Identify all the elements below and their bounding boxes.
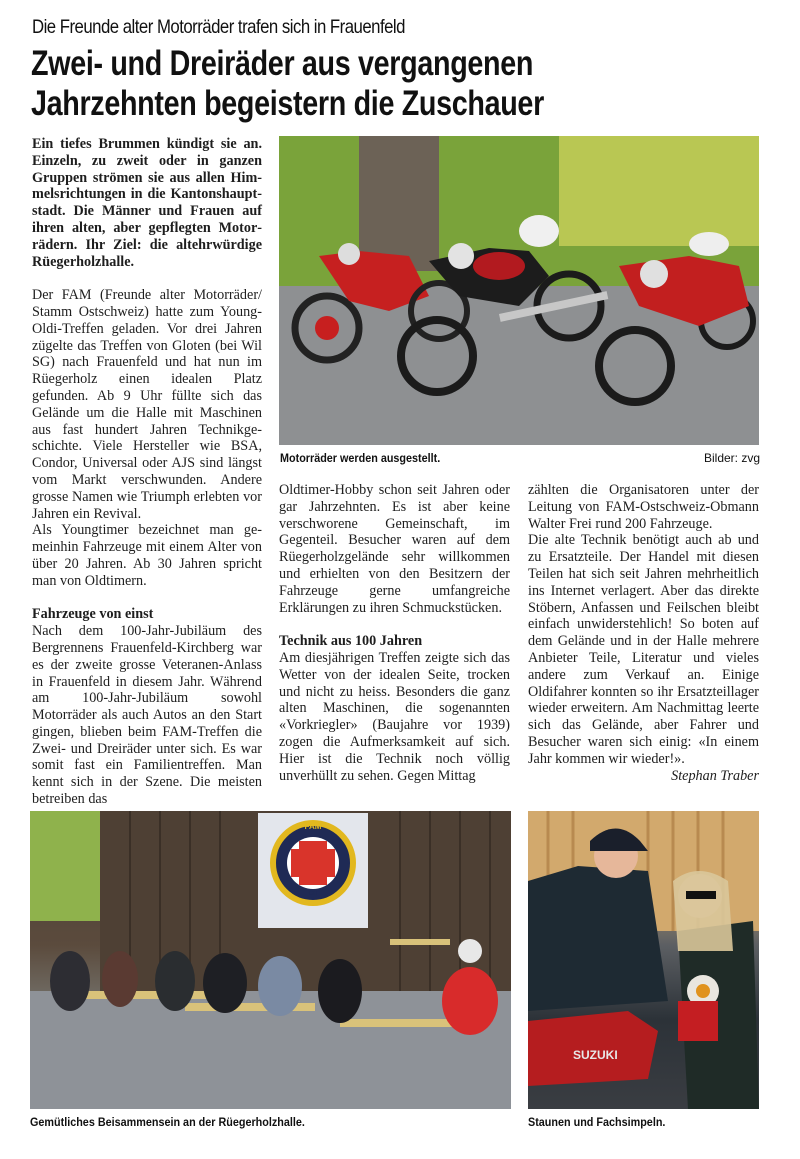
photo-motorcycles: [279, 136, 759, 445]
sunlit-foliage: [559, 136, 759, 246]
photo-caption-motorcycles: Motorräder werden ausgestellt.: [280, 451, 441, 465]
paragraph: Der FAM (Freunde alter Motorräder/ Stamm Ostschweiz) hatte zum Young-Oldi-Treffen geladen. Vor drei Jahren zügelte das Treffen von Gloten (bei Wil SG) nach Frauenfeld und hat nun im Rüegerholz einen idealen Platz gefunden. Ab 9 Uhr füllte sich das Gelände um die Halle mit Maschinen aus fast hundert Jahren Technikgeschichte. Viele Hersteller wie BSA, Condor, Universal oder AJS sind längst vom Markt verschwunden. Andere grosse Namen wie Triumph erlebten vor Jahren ein Revival.: [32, 287, 262, 522]
photo-caption-gathering: Gemütliches Beisammensein an der Rüegerholzhalle.: [30, 1115, 305, 1129]
article-author: Stephan Traber: [671, 767, 759, 784]
paragraph: Als Youngtimer bezeichnet man gemeinhin Fahrzeuge mit einem Alter von über 20 Jahren. Ab 30 Jahren spricht man von Oldtimern.: [32, 522, 262, 589]
article-column-1: [32, 136, 262, 808]
paragraph: Oldtimer-Hobby schon seit Jahren oder gar Jahrzehnten. Es ist aber keine verschworene Gemeinschaft, im Gegenteil. Besucher waren auf dem Rüegerholzgelände sehr willkommen und erhielten von den Besitzern der Fahrzeuge gerne umfangreiche Erklärungen zu ihren Schmuckstücken.: [279, 482, 510, 616]
headline-line-1: Zwei- und Dreiräder aus vergangenen: [31, 44, 534, 83]
subheading: Fahrzeuge von einst: [32, 606, 154, 623]
article-column-2: [279, 482, 510, 784]
article-kicker: Die Freunde alter Motorräder trafen sich in Frauenfeld: [32, 16, 405, 38]
paragraph-text: Die alte Technik benötigt auch ab und zu Ersatzteile. Der Handel mit diesen Teilen hat sich seit Jahren mehrheitlich ins Internet verlagert. Aber das direkte Stöbern, Anfassen und Feilschen bleibt einfach unwiderstehlich! So boten auf dem Gelände und in der Halle mehrere Anbieter Teile, Literatur und vieles andere zum Verkauf an. Einige Oldifahrer konnten so ihr Ersatzteillager wieder erweitern. Am Nachmittag leerte sich das Gelände, aber Fahrer und Besucher waren sich einig: «In einem Jahr kommen wir wieder!».: [528, 532, 759, 767]
fam-banner: [258, 813, 368, 928]
banner-text-ch: CH: [308, 891, 318, 897]
suzuki-illustration: [528, 811, 759, 1109]
motorcycles-illustration: [279, 136, 759, 445]
tank-logo-text: SUZUKI: [573, 1048, 618, 1062]
photo-credit: Bilder: zvg: [704, 451, 761, 465]
article-column-3: [528, 482, 759, 784]
headline-line-2: Jahrzehnten begeistern die Zuschauer: [31, 84, 544, 123]
gathering-illustration: [30, 811, 511, 1109]
banner-text-fam: FAM: [304, 822, 322, 831]
paragraph: [528, 532, 759, 784]
tree-trunk: [359, 136, 439, 271]
photo-gathering: [30, 811, 511, 1109]
photo-caption-suzuki: Staunen und Fachsimpeln.: [528, 1115, 666, 1129]
photo-suzuki: [528, 811, 759, 1109]
paragraph: Am diesjährigen Treffen zeigte sich das Wetter von der idealen Seite, trocken und nicht zu heiss. Besonders die ganz alten Maschinen, die sogenannten «Vorkriegler» (Baujahre vor 1939) zogen die Aufmerksamkeit auf sich. Hier ist die Technik noch völlig unverhüllt zu sehen. Gegen Mittag: [279, 649, 510, 784]
article-lead: Ein tiefes Brummen kündigt sie an. Einzeln, zu zweit oder in ganzen Gruppen strömen sie aus allen Himmelsrichtungen in die Kantonshauptstadt. Die Männer und Frauen auf ihren alten, aber gepflegten Motorrädern. Ihr Ziel: die altehrwürdige Rüegerholzhalle.: [32, 136, 262, 270]
paragraph: Nach dem 100-Jahr-Jubiläum des Bergrennens Frauenfeld-Kirchberg war es der zweite grosse Veteranen-Anlass in Frauenfeld in diesem Jahr. Während am 100-Jahr-Jubiläum sowohl Motorräder als auch Autos an den Start gingen, blieben beim FAM-Treffen die Zwei- und Dreiräder unter sich. Es war somit fast ein Familientreffen. Man kennt sich in der Szene. Die meisten betreiben das: [32, 623, 262, 808]
paragraph: zählten die Organisatoren unter der Leitung von FAM-Ostschweiz-Obmann Walter Frei rund 200 Fahrzeuge.: [528, 482, 759, 532]
subheading: Technik aus 100 Jahren: [279, 633, 423, 650]
article-headline: [31, 44, 736, 124]
tree-foliage: [30, 811, 100, 921]
